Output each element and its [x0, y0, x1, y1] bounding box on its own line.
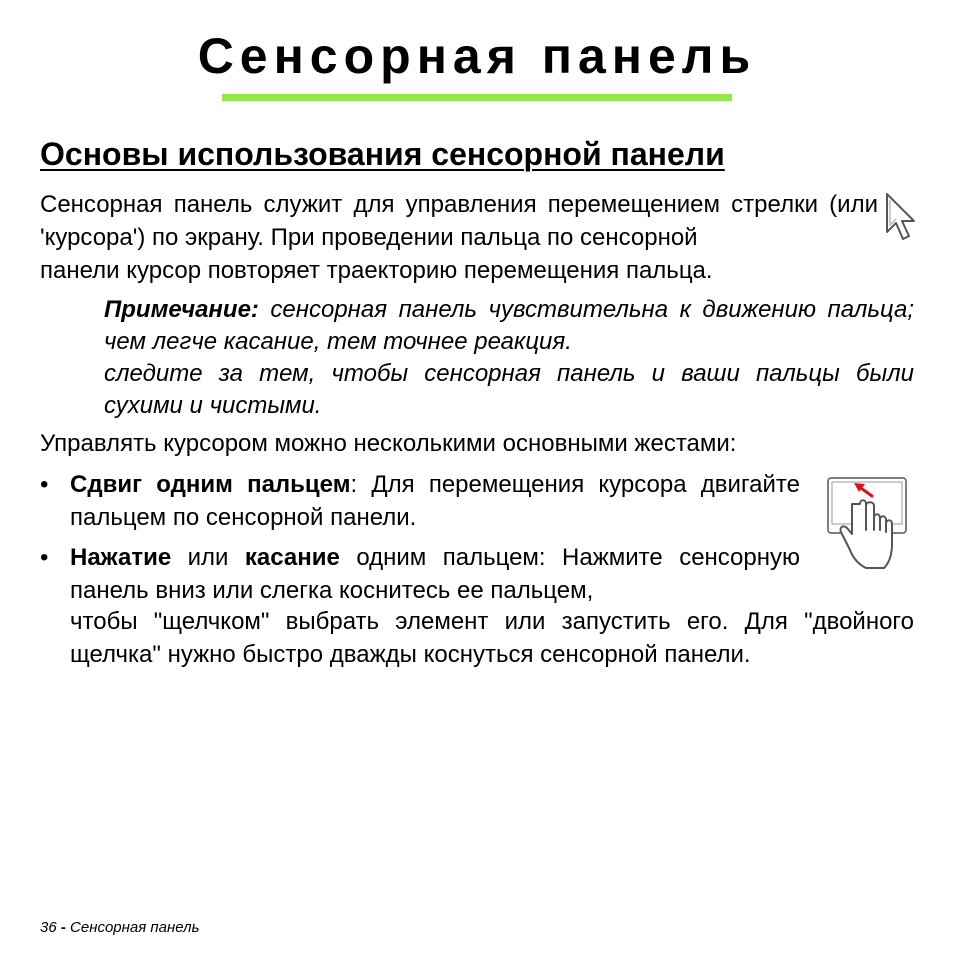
bullet-mark: • — [40, 471, 49, 498]
title-underline — [222, 94, 732, 101]
note-label: Примечание: — [104, 296, 259, 323]
intro-text-end: панели курсор повторяет траекторию перемещения пальца. — [40, 257, 713, 284]
bullet-text: : Для перемещения курсора двигайте пальцем по сенсорной панели. — [70, 471, 800, 531]
section-heading: Основы использования сенсорной панели — [40, 136, 725, 172]
touchpad-finger-icon — [826, 476, 910, 578]
bullet-term: Сдвиг одним пальцем — [70, 471, 351, 498]
bullet-connector: или — [171, 544, 245, 571]
footer-section: Сенсорная панель — [70, 919, 200, 936]
intro-text: Сенсорная панель служит для управления перемещением стрелки (или 'курсора') по экрану. При проведении пальца по сенсорной — [40, 191, 878, 251]
mouse-pointer-icon — [884, 192, 918, 244]
bullet-tap-continuation: чтобы "щелчком" выбрать элемент или запустить его. Для "двойного щелчка" нужно быстро дважды коснуться сенсорной панели. — [70, 608, 914, 668]
note-text: сенсорная панель чувствительна к движению пальца; чем легче касание, тем точнее реакция. — [104, 296, 914, 355]
bullet-term: касание — [244, 544, 340, 571]
bullet-text: одним пальцем: Нажмите сенсорную панель вниз или слегка коснитесь ее пальцем, — [70, 544, 801, 604]
intro-paragraph — [40, 188, 878, 287]
page-title: Сенсорная панель — [197, 28, 757, 84]
note-text-2: следите за тем, чтобы сенсорная панель и ваши пальцы были сухими и чистыми. — [104, 360, 914, 419]
bullet-term: Нажатие — [70, 544, 172, 571]
bullet-tap — [70, 541, 800, 607]
page-number: 36 — [40, 919, 57, 936]
gestures-intro: Управлять курсором можно несколькими основными жестами: — [40, 430, 737, 457]
page-footer — [40, 918, 199, 938]
bullet-one-finger-slide — [70, 468, 800, 534]
note-paragraph — [104, 294, 914, 422]
bullet-mark: • — [40, 544, 49, 571]
footer-separator: - — [60, 919, 66, 936]
